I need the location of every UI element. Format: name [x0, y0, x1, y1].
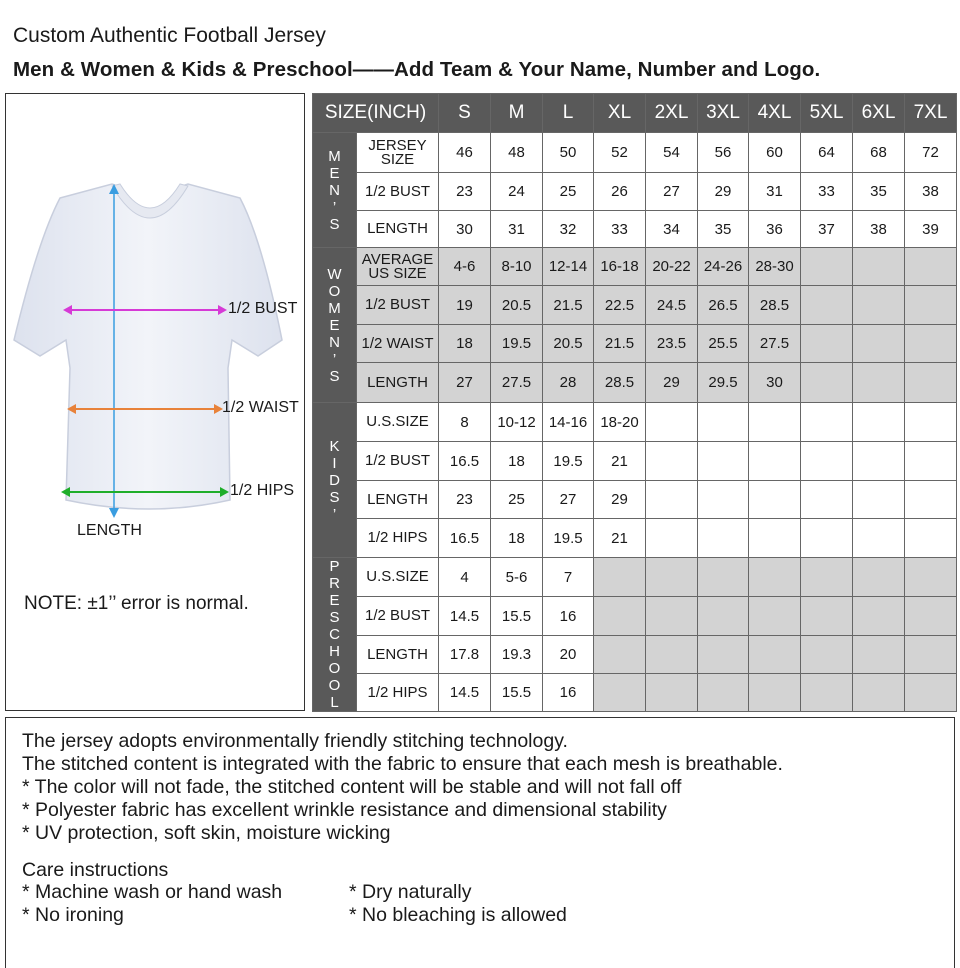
hips-label: 1/2 HIPS	[230, 482, 295, 499]
size-cell: 15.5	[491, 674, 543, 712]
waist-label: 1/2 WAIST	[222, 399, 299, 416]
table-row	[313, 481, 957, 519]
group-letter: O	[328, 677, 341, 694]
group-letter: ’	[332, 350, 337, 368]
table-row	[313, 363, 957, 403]
size-cell: 22.5	[594, 286, 646, 325]
size-cell	[853, 403, 905, 442]
size-cell	[646, 442, 698, 481]
size-cell: 33	[801, 173, 853, 211]
size-cell: 27.5	[749, 325, 801, 363]
row-label: LENGTH	[357, 363, 439, 403]
length-arrow-icon	[109, 508, 119, 518]
size-cell: 16.5	[439, 519, 491, 558]
size-cell	[905, 403, 957, 442]
description-line: The stitched content is integrated with the fabric to ensure that each mesh is breathable.	[22, 753, 783, 775]
size-cell	[801, 403, 853, 442]
size-cell: 29	[594, 481, 646, 519]
size-cell: 8	[439, 403, 491, 442]
size-cell: 18	[491, 519, 543, 558]
size-cell: 23.5	[646, 325, 698, 363]
row-label: 1/2 BUST	[357, 173, 439, 211]
size-cell: 27.5	[491, 363, 543, 403]
size-cell: 19.5	[491, 325, 543, 363]
size-cell: 21.5	[594, 325, 646, 363]
row-label: 1/2 HIPS	[357, 519, 439, 558]
size-cell: 19.5	[543, 519, 594, 558]
group-letter: ’	[332, 198, 337, 216]
group-letter: N	[329, 181, 340, 199]
group-letter: C	[329, 626, 340, 643]
size-cell: 21	[594, 519, 646, 558]
size-col-header: L	[543, 94, 594, 133]
group-letter: M	[328, 299, 341, 317]
table-row	[313, 173, 957, 211]
group-letter: S	[329, 215, 340, 233]
size-cell	[853, 442, 905, 481]
size-cell: 25.5	[698, 325, 749, 363]
size-cell: 48	[491, 133, 543, 173]
size-cell: 23	[439, 173, 491, 211]
size-cell	[801, 286, 853, 325]
size-cell	[905, 286, 957, 325]
group-letter: M	[328, 147, 341, 165]
size-cell	[905, 519, 957, 558]
description-line: * The color will not fade, the stitched content will be stable and will not fall off	[22, 776, 682, 798]
size-cell	[749, 519, 801, 558]
group-letter: S	[329, 488, 340, 506]
row-label: 1/2 WAIST	[357, 325, 439, 363]
size-cell	[646, 403, 698, 442]
size-cell	[905, 363, 957, 403]
care-item: * No bleaching is allowed	[349, 904, 567, 926]
size-cell	[905, 442, 957, 481]
care-title: Care instructions	[22, 859, 169, 881]
page-subtitle: Men & Women & Kids & Preschool——Add Team & Your Name, Number and Logo.	[13, 58, 821, 81]
size-cell	[594, 674, 646, 712]
size-cell	[698, 674, 749, 712]
size-cell	[749, 674, 801, 712]
group-letter: E	[329, 592, 340, 609]
group-letter: P	[329, 558, 340, 575]
group-letter: L	[330, 694, 339, 711]
group-letter: D	[329, 471, 340, 489]
size-cell	[905, 248, 957, 286]
size-cell: 60	[749, 133, 801, 173]
table-row	[313, 442, 957, 481]
size-cell	[646, 558, 698, 597]
size-cell: 38	[905, 173, 957, 211]
table-row	[313, 519, 957, 558]
size-cell	[698, 442, 749, 481]
size-cell: 7	[543, 558, 594, 597]
size-cell: 18	[491, 442, 543, 481]
size-cell: 19.3	[491, 636, 543, 674]
size-cell: 31	[491, 211, 543, 248]
table-row	[313, 636, 957, 674]
size-cell: 12-14	[543, 248, 594, 286]
row-label: 1/2 HIPS	[357, 674, 439, 712]
row-label: U.S.SIZE	[357, 558, 439, 597]
size-cell	[905, 597, 957, 636]
size-cell	[853, 286, 905, 325]
size-cell: 36	[749, 211, 801, 248]
size-cell: 19.5	[543, 442, 594, 481]
size-cell: 32	[543, 211, 594, 248]
group-letter: O	[328, 282, 341, 300]
size-cell: 21	[594, 442, 646, 481]
size-cell	[749, 442, 801, 481]
size-col-header: 5XL	[801, 94, 853, 133]
size-cell: 26	[594, 173, 646, 211]
row-label: 1/2 BUST	[357, 597, 439, 636]
row-label: 1/2 BUST	[357, 442, 439, 481]
size-cell: 31	[749, 173, 801, 211]
size-cell	[853, 481, 905, 519]
size-cell	[853, 325, 905, 363]
row-label: LENGTH	[357, 211, 439, 248]
group-letter: O	[328, 660, 341, 677]
group-letter: H	[329, 643, 340, 660]
size-cell: 33	[594, 211, 646, 248]
size-cell: 54	[646, 133, 698, 173]
size-col-header: 7XL	[905, 94, 957, 133]
bust-label: 1/2 BUST	[228, 300, 298, 317]
size-cell	[905, 674, 957, 712]
row-label: LENGTH	[357, 636, 439, 674]
size-cell	[698, 519, 749, 558]
size-cell	[801, 325, 853, 363]
size-cell: 14.5	[439, 674, 491, 712]
size-cell	[853, 248, 905, 286]
group-letter: K	[329, 437, 340, 455]
description-line: * Polyester fabric has excellent wrinkle resistance and dimensional stability	[22, 799, 667, 821]
size-cell	[749, 481, 801, 519]
size-cell	[801, 481, 853, 519]
row-label: AVERAGE US SIZE	[357, 248, 439, 286]
size-cell	[594, 636, 646, 674]
product-description	[5, 717, 955, 968]
size-cell: 25	[543, 173, 594, 211]
size-cell: 29	[698, 173, 749, 211]
size-cell	[698, 481, 749, 519]
group-label-2	[313, 403, 357, 558]
size-cell: 4-6	[439, 248, 491, 286]
group-letter: W	[327, 265, 342, 283]
length-label: LENGTH	[77, 522, 142, 539]
size-cell: 10-12	[491, 403, 543, 442]
size-cell	[853, 636, 905, 674]
size-cell: 38	[853, 211, 905, 248]
size-cell: 39	[905, 211, 957, 248]
size-cell: 64	[801, 133, 853, 173]
size-cell: 5-6	[491, 558, 543, 597]
size-cell: 20	[543, 636, 594, 674]
size-cell	[646, 636, 698, 674]
group-letter: E	[329, 164, 340, 182]
size-col-header: 4XL	[749, 94, 801, 133]
row-label: 1/2 BUST	[357, 286, 439, 325]
size-cell: 28.5	[749, 286, 801, 325]
size-cell: 4	[439, 558, 491, 597]
size-cell	[698, 636, 749, 674]
error-note: NOTE: ±1’’ error is normal.	[24, 593, 249, 614]
size-cell	[801, 636, 853, 674]
size-cell: 15.5	[491, 597, 543, 636]
description-line: * UV protection, soft skin, moisture wicking	[22, 822, 391, 844]
size-cell: 24.5	[646, 286, 698, 325]
size-cell: 56	[698, 133, 749, 173]
size-cell: 23	[439, 481, 491, 519]
size-cell: 19	[439, 286, 491, 325]
size-cell: 14.5	[439, 597, 491, 636]
size-cell	[698, 558, 749, 597]
size-cell	[905, 636, 957, 674]
size-cell	[646, 519, 698, 558]
size-col-header: 2XL	[646, 94, 698, 133]
size-cell: 46	[439, 133, 491, 173]
size-cell	[594, 597, 646, 636]
size-cell	[801, 674, 853, 712]
size-cell	[749, 597, 801, 636]
size-col-header: 6XL	[853, 94, 905, 133]
size-cell: 8-10	[491, 248, 543, 286]
table-row	[313, 403, 957, 442]
size-cell: 52	[594, 133, 646, 173]
table-row	[313, 597, 957, 636]
group-letter: E	[329, 316, 340, 334]
jersey-body	[14, 184, 282, 509]
size-col-header: S	[439, 94, 491, 133]
size-cell: 30	[439, 211, 491, 248]
size-cell: 28.5	[594, 363, 646, 403]
size-cell: 14-16	[543, 403, 594, 442]
size-cell: 16-18	[594, 248, 646, 286]
table-row	[313, 325, 957, 363]
size-cell: 35	[698, 211, 749, 248]
size-cell: 29	[646, 363, 698, 403]
size-col-header: XL	[594, 94, 646, 133]
size-cell: 20.5	[543, 325, 594, 363]
size-cell: 18	[439, 325, 491, 363]
care-item: * Machine wash or hand wash	[22, 881, 283, 903]
table-row	[313, 211, 957, 248]
group-letter: R	[329, 575, 340, 592]
size-cell	[905, 481, 957, 519]
row-label: LENGTH	[357, 481, 439, 519]
table-row	[313, 558, 957, 597]
size-cell	[749, 403, 801, 442]
row-label: JERSEY SIZE	[357, 133, 439, 173]
description-line: The jersey adopts environmentally friendly stitching technology.	[22, 730, 568, 752]
size-cell	[853, 519, 905, 558]
size-cell	[749, 558, 801, 597]
table-row	[313, 286, 957, 325]
size-cell: 28-30	[749, 248, 801, 286]
size-cell	[594, 558, 646, 597]
group-label-1	[313, 248, 357, 403]
group-letter: I	[332, 454, 337, 472]
size-cell	[905, 325, 957, 363]
table-row	[313, 674, 957, 712]
size-cell: 28	[543, 363, 594, 403]
size-cell	[853, 674, 905, 712]
size-chart-table	[312, 93, 957, 712]
size-cell: 24	[491, 173, 543, 211]
size-cell	[853, 363, 905, 403]
group-letter: S	[329, 609, 340, 626]
size-cell: 16	[543, 674, 594, 712]
size-cell	[853, 558, 905, 597]
size-cell	[646, 597, 698, 636]
size-cell: 20.5	[491, 286, 543, 325]
size-cell: 27	[439, 363, 491, 403]
size-cell	[905, 558, 957, 597]
size-cell	[698, 403, 749, 442]
size-col-header: 3XL	[698, 94, 749, 133]
size-cell: 30	[749, 363, 801, 403]
size-cell: 17.8	[439, 636, 491, 674]
size-cell	[801, 442, 853, 481]
size-cell: 16	[543, 597, 594, 636]
size-cell: 27	[543, 481, 594, 519]
size-cell: 18-20	[594, 403, 646, 442]
group-letter: N	[329, 333, 340, 351]
size-cell: 27	[646, 173, 698, 211]
size-cell	[749, 636, 801, 674]
group-label-3	[313, 558, 357, 712]
size-cell: 35	[853, 173, 905, 211]
size-cell: 24-26	[698, 248, 749, 286]
row-label: U.S.SIZE	[357, 403, 439, 442]
care-item: * Dry naturally	[349, 881, 472, 903]
group-letter: S	[329, 367, 340, 385]
size-cell: 21.5	[543, 286, 594, 325]
size-cell	[801, 363, 853, 403]
size-cell: 72	[905, 133, 957, 173]
table-row	[313, 248, 957, 286]
size-cell	[801, 597, 853, 636]
size-cell: 68	[853, 133, 905, 173]
size-cell: 26.5	[698, 286, 749, 325]
page-title: Custom Authentic Football Jersey	[13, 24, 326, 47]
group-label-0	[313, 133, 357, 248]
size-cell	[698, 597, 749, 636]
care-item: * No ironing	[22, 904, 124, 926]
size-cell	[853, 597, 905, 636]
group-letter: ’	[332, 505, 337, 523]
size-cell	[801, 519, 853, 558]
size-cell	[801, 248, 853, 286]
size-cell: 34	[646, 211, 698, 248]
size-col-header: M	[491, 94, 543, 133]
size-cell: 25	[491, 481, 543, 519]
size-header-label: SIZE(INCH)	[313, 94, 439, 133]
size-cell: 16.5	[439, 442, 491, 481]
size-cell: 37	[801, 211, 853, 248]
size-cell	[646, 674, 698, 712]
size-cell: 50	[543, 133, 594, 173]
size-cell	[801, 558, 853, 597]
table-row	[313, 133, 957, 173]
size-cell	[646, 481, 698, 519]
size-cell: 29.5	[698, 363, 749, 403]
size-cell: 20-22	[646, 248, 698, 286]
